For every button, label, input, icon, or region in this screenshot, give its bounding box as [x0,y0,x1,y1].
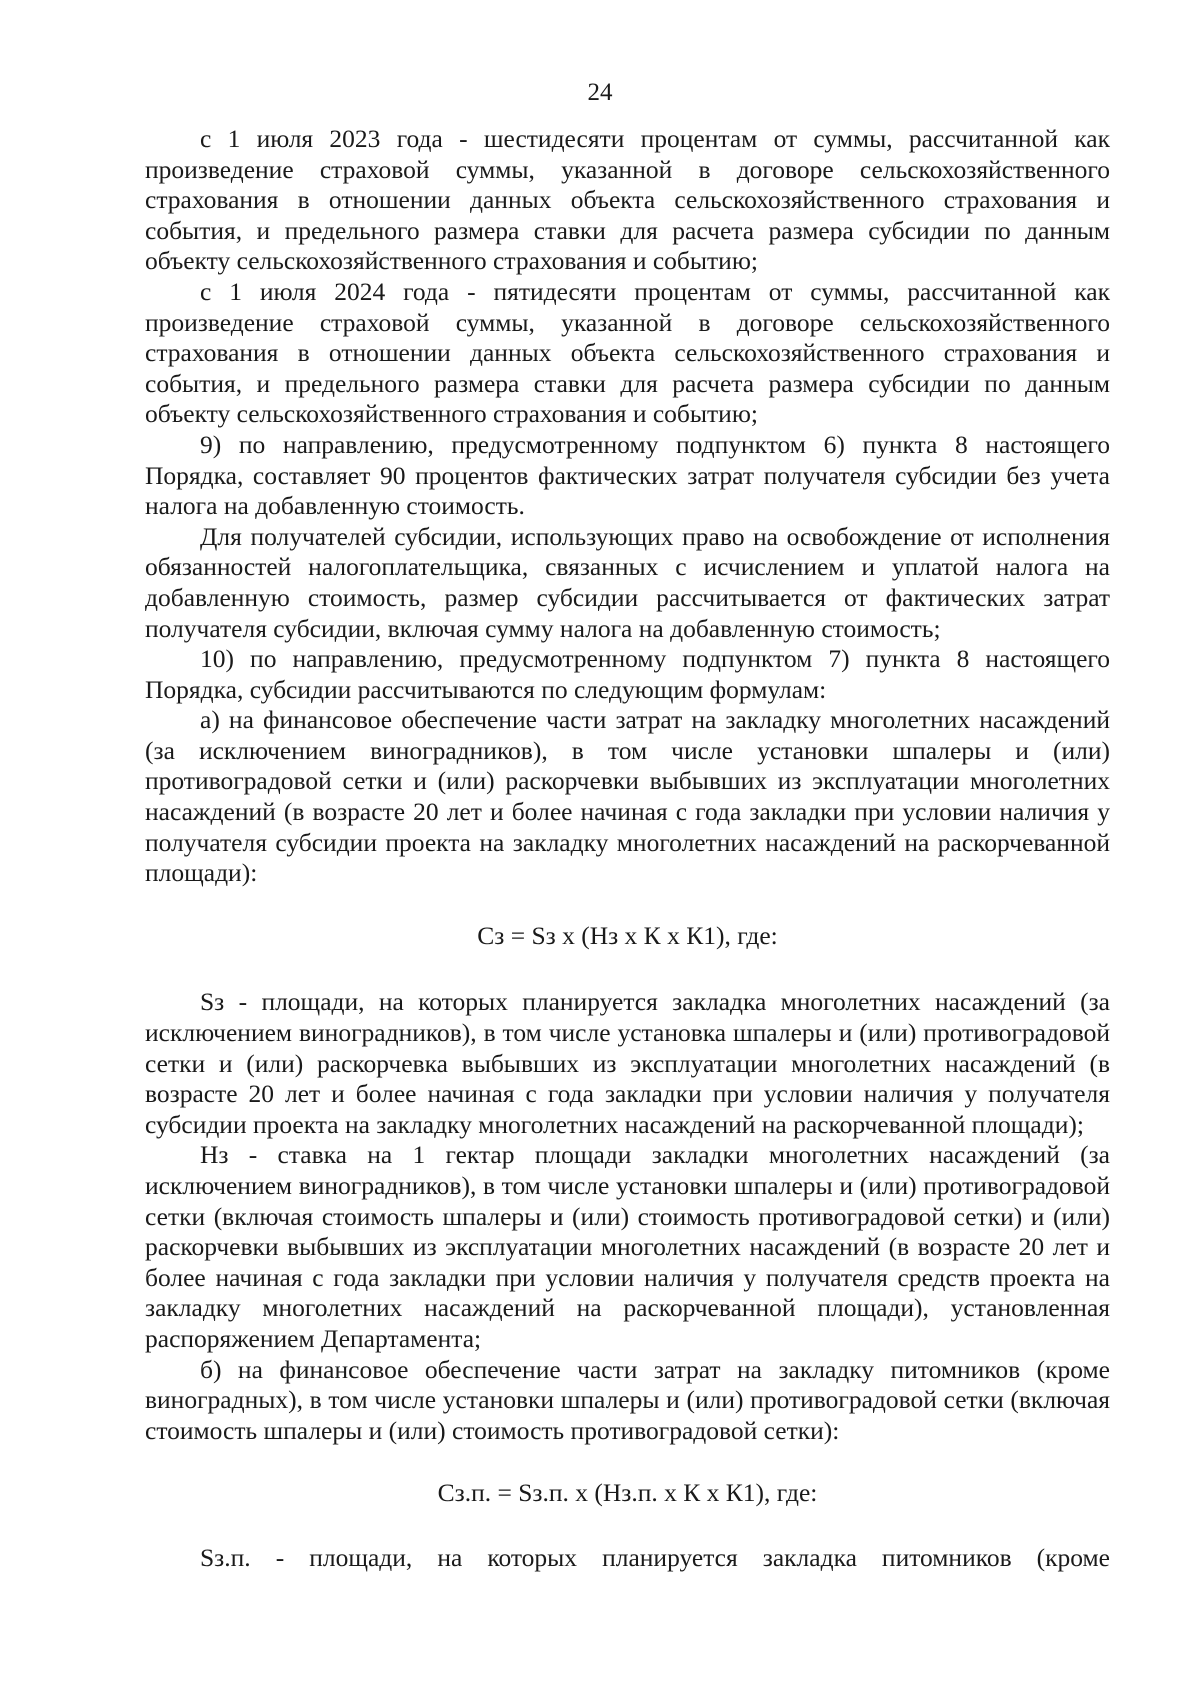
paragraph-item-10a: а) на финансовое обеспечение части затрат на закладку многолетних насаждений (за исключением виноградников), в том числе установки шпалеры и (или) противоградовой сетки и (или) раскорчевки выбывших из эксплуатации многолетних насаждений (в возрасте 20 лет и более начиная с года закладки при условии наличия у получателя субсидии проекта на закладку многолетних насаждений на раскорчеванной площади): [145,705,1110,888]
document-body [145,124,1110,1574]
paragraph-item-10: 10) по направлению, предусмотренному подпунктом 7) пункта 8 настоящего Порядка, субсидии рассчитываются по следующим формулам: [145,644,1110,704]
formula-perennial-plantings: Сз = Sз х (Нз х К х К1), где: [477,920,778,950]
paragraph-definition-nz: Нз - ставка на 1 гектар площади закладки многолетних насаждений (за исключением виноградников), в том числе установки шпалеры и (или) противоградовой сетки (включая стоимость шпалеры и (или) стоимость противоградовой сетки) и (или) раскорчевки выбывших из эксплуатации многолетних насаждений (в возрасте 20 лет и более начиная с года закладки при условии наличия у получателя средств проекта на закладку многолетних насаждений на раскорчеванной площади), установленная распоряжением Департамента; [145,1140,1110,1353]
paragraph-subsidy-2024: с 1 июля 2024 года - пятидесяти процентам от суммы, рассчитанной как произведение страховой суммы, указанной в договоре сельскохозяйственного страхования в отношении данных объекта сельскохозяйственного страхования и события, и предельного размера ставки для расчета размера субсидии по данным объекту сельскохозяйственного страхования и событию; [145,276,1110,429]
page-number: 24 [587,79,613,106]
paragraph-definition-szp: Sз.п. - площади, на которых планируется закладка питомников (кроме [200,1542,1110,1572]
formula-nurseries: Сз.п. = Sз.п. х (Нз.п. х К х К1), где: [437,1478,818,1508]
paragraph-definition-sz: Sз - площади, на которых планируется закладка многолетних насаждений (за исключением виноградников), в том числе установка шпалеры и (или) противоградовой сетки и (или) раскорчевка выбывших из эксплуатации многолетних насаждений (в возрасте 20 лет и более начиная с года закладки при условии наличия у получателя субсидии проекта на закладку многолетних насаждений на раскорчеванной площади); [145,987,1110,1139]
paragraph-subsidy-2023: с 1 июля 2023 года - шестидесяти процентам от суммы, рассчитанной как произведение страховой суммы, указанной в договоре сельскохозяйственного страхования в отношении данных объекта сельскохозяйственного страхования и события, и предельного размера ставки для расчета размера субсидии по данным объекту сельскохозяйственного страхования и событию; [145,124,1110,276]
paragraph-item-9: 9) по направлению, предусмотренному подпунктом 6) пункта 8 настоящего Порядка, составляет 90 процентов фактических затрат получателя субсидии без учета налога на добавленную стоимость. [145,429,1110,521]
paragraph-vat-exemption: Для получателей субсидии, использующих право на освобождение от исполнения обязанностей налогоплательщика, связанных с исчислением и уплатой налога на добавленную стоимость, размер субсидии рассчитывается от фактических затрат получателя субсидии, включая сумму налога на добавленную стоимость; [145,521,1110,643]
paragraph-item-10b: б) на финансовое обеспечение части затрат на закладку питомников (кроме виноградных), в том числе установки шпалеры и (или) противоградовой сетки (включая стоимость шпалеры и (или) стоимость противоградовой сетки): [145,1354,1110,1445]
